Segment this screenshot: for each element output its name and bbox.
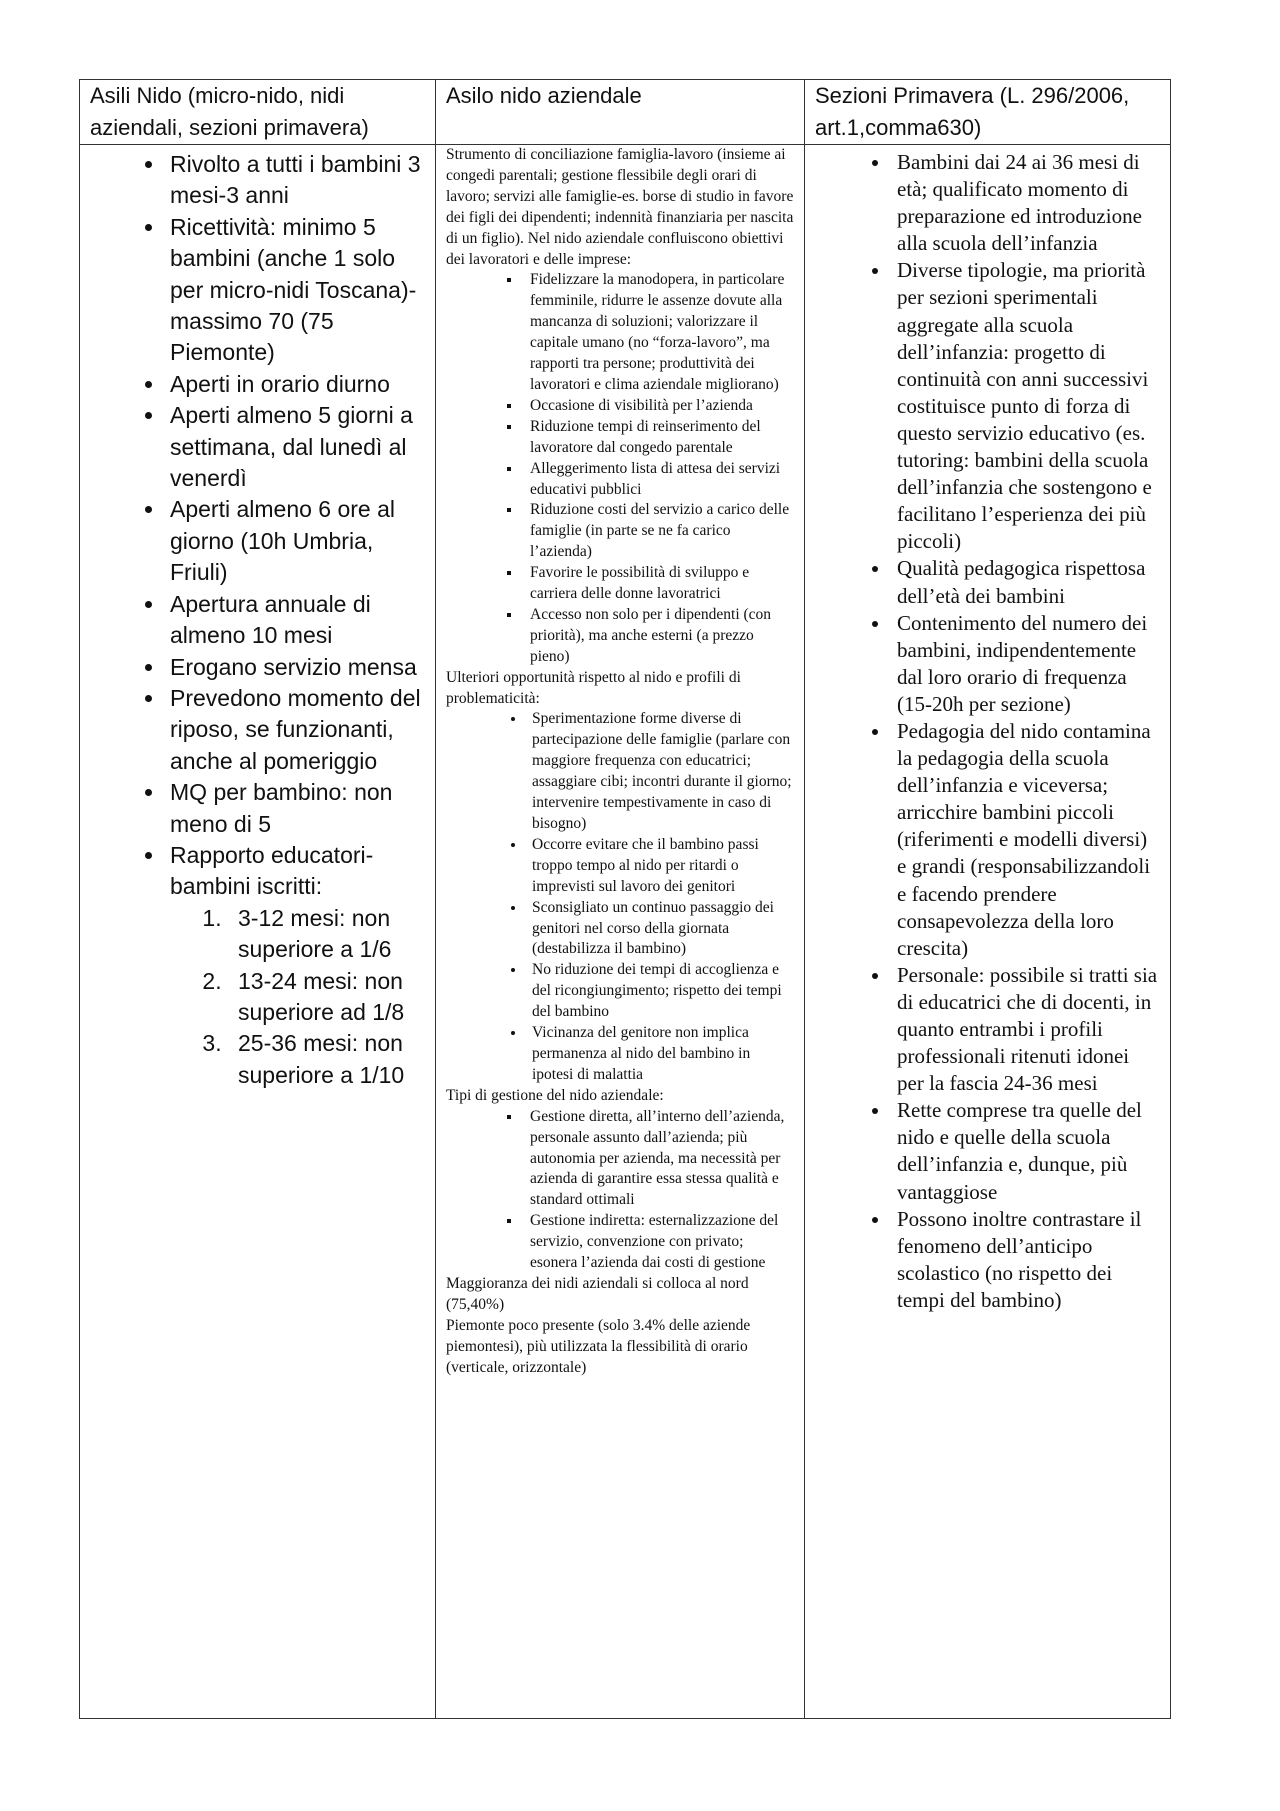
list-item: ▪ Fidelizzare la manodopera, in particolare femminile, ridurre le assenze dovute alla mancanza di soluzioni; valorizzare il capitale umano (no “forza-lavoro”, ma rapporti tra persone; produttività dei lavoratori e clima aziendale migliorano) — [522, 270, 794, 395]
list-item: • Pedagogia del nido contamina la pedagogia della scuola dell’infanzia e viceversa; arricchire bambini piccoli (riferimenti e modelli diversi) e grandi (responsabilizzandoli e facendo prendere consapevolezza della loro crescita) — [891, 718, 1160, 962]
list-item: • Personale: possibile si tratti sia di educatrici che di docenti, in quanto entrambi i profili professionali ritenuti idonei per la fascia 24-36 mesi — [891, 962, 1160, 1097]
list-item: • Occorre evitare che il bambino passi troppo tempo al nido per ritardi o imprevisti sul lavoro dei genitori — [526, 835, 794, 898]
list-item: • Contenimento del numero dei bambini, indipendentemente dal loro orario di frequenza (15-20h per sezione) — [891, 610, 1160, 718]
list-item: • Possono inoltre contrastare il fenomeno dell’anticipo scolastico (no rispetto dei tempi del bambino) — [891, 1206, 1160, 1314]
closing-paragraph: Piemonte poco presente (solo 3.4% delle aziende piemontesi), più utilizzata la flessibilità di orario (verticale, orizzontale) — [446, 1316, 751, 1376]
list-item: ▪ Gestione diretta, all’interno dell’azienda, personale assunto dall’azienda; più autonomia per azienda, ma necessità per azienda di garantire essa stessa qualità e standard ottimali — [522, 1107, 794, 1212]
asili-nido-list — [88, 149, 427, 1091]
list-item-ratio — [166, 840, 427, 1091]
objectives-list — [446, 270, 794, 667]
list-item: ▪ Riduzione tempi di reinserimento del lavoratore dal congedo parentale — [522, 417, 794, 459]
header-row — [80, 80, 1171, 145]
list-item: • Sconsigliato un continuo passaggio dei genitori nel corso della giornata (destabilizza il bambino) — [526, 898, 794, 961]
management-heading: Tipi di gestione del nido aziendale: — [446, 1086, 664, 1104]
list-item: • Sperimentazione forme diverse di partecipazione delle famiglie (parlare con maggiore frequenza con educatrici; assaggiare cibi; incontri durante il giorno; intervenire tempestivamente in caso di bisogno) — [526, 709, 794, 834]
list-item: • Aperti almeno 5 giorni a settimana, dal lunedì al venerdì — [166, 400, 427, 494]
opportunities-list — [446, 709, 794, 1085]
document-page — [79, 79, 1158, 1719]
list-item: • Vicinanza del genitore non implica permanenza al nido del bambino in ipotesi di malattia — [526, 1023, 794, 1086]
list-item: • No riduzione dei tempi di accoglienza e del ricongiungimento; rispetto dei tempi del bambino — [526, 960, 794, 1023]
list-item: • Aperti in orario diurno — [166, 369, 427, 400]
ratio-item: 3. 25-36 mesi: non superiore a 1/10 — [228, 1028, 427, 1091]
list-item: • Erogano servizio mensa — [166, 652, 427, 683]
intro-paragraph: Strumento di conciliazione famiglia-lavoro (insieme ai congedi parentali; gestione flessibile degli orari di lavoro; servizi alle famiglie-es. borse di studio in favore dei figli dei dipendenti; indennità finanziaria per nascita di un figlio). Nel nido aziendale confluiscono obiettivi dei lavoratori e delle imprese: — [446, 146, 794, 268]
header-sezioni-primavera: Sezioni Primavera (L. 296/2006, art.1,comma630) — [805, 80, 1171, 145]
list-item: • Rette comprese tra quelle del nido e quelle della scuola dell’infanzia e, dunque, più vantaggiose — [891, 1097, 1160, 1205]
asili-nido-cell — [80, 145, 436, 1719]
list-item: • Qualità pedagogica rispettosa dell’età dei bambini — [891, 555, 1160, 609]
list-item: • Ricettività: minimo 5 bambini (anche 1 solo per micro-nidi Toscana)- massimo 70 (75 Piemonte) — [166, 212, 427, 369]
sezioni-primavera-cell — [805, 145, 1171, 1719]
ratio-label: Rapporto educatori-bambini iscritti: — [170, 841, 374, 900]
closing-paragraph: Maggioranza dei nidi aziendali si colloca al nord (75,40%) — [446, 1274, 749, 1313]
list-item: ▪ Accesso non solo per i dipendenti (con priorità), ma anche esterni (a prezzo pieno) — [522, 605, 794, 668]
list-item: ▪ Occasione di visibilità per l’azienda — [522, 396, 794, 417]
content-row — [80, 145, 1171, 1719]
ratio-item: 1. 3-12 mesi: non superiore a 1/6 — [228, 903, 427, 966]
header-asili-nido: Asili Nido (micro-nido, nidi aziendali, sezioni primavera) — [80, 80, 436, 145]
list-item: ▪ Gestione indiretta: esternalizzazione del servizio, convenzione con privato; esonera l’azienda dai costi di gestione — [522, 1211, 794, 1274]
asilo-aziendale-cell — [436, 145, 805, 1719]
list-item: • Apertura annuale di almeno 10 mesi — [166, 589, 427, 652]
ratio-list — [170, 903, 427, 1091]
list-item: • Aperti almeno 6 ore al giorno (10h Umbria, Friuli) — [166, 494, 427, 588]
list-item: • Bambini dai 24 ai 36 mesi di età; qualificato momento di preparazione ed introduzione alla scuola dell’infanzia — [891, 149, 1160, 257]
management-list — [446, 1107, 794, 1274]
header-asilo-nido-aziendale: Asilo nido aziendale — [436, 80, 805, 145]
opportunities-heading: Ulteriori opportunità rispetto al nido e profili di problematicità: — [446, 668, 741, 707]
list-item: ▪ Riduzione costi del servizio a carico delle famiglie (in parte se ne fa carico l’azienda) — [522, 500, 794, 563]
list-item: • Diverse tipologie, ma priorità per sezioni sperimentali aggregate alla scuola dell’infanzia: progetto di continuità con anni successivi costituisce punto di forza di questo servizio educativo (es. tutoring: bambini della scuola dell’infanzia che sostengono e facilitano l’esperienza dei più piccoli) — [891, 257, 1160, 555]
list-item: • MQ per bambino: non meno di 5 — [166, 777, 427, 840]
list-item: • Rivolto a tutti i bambini 3 mesi-3 anni — [166, 149, 427, 212]
comparison-table — [79, 79, 1171, 1719]
ratio-item: 2. 13-24 mesi: non superiore ad 1/8 — [228, 966, 427, 1029]
list-item: ▪ Favorire le possibilità di sviluppo e carriera delle donne lavoratrici — [522, 563, 794, 605]
sezioni-primavera-list — [815, 149, 1160, 1314]
list-item: ▪ Alleggerimento lista di attesa dei servizi educativi pubblici — [522, 459, 794, 501]
list-item: • Prevedono momento del riposo, se funzionanti, anche al pomeriggio — [166, 683, 427, 777]
